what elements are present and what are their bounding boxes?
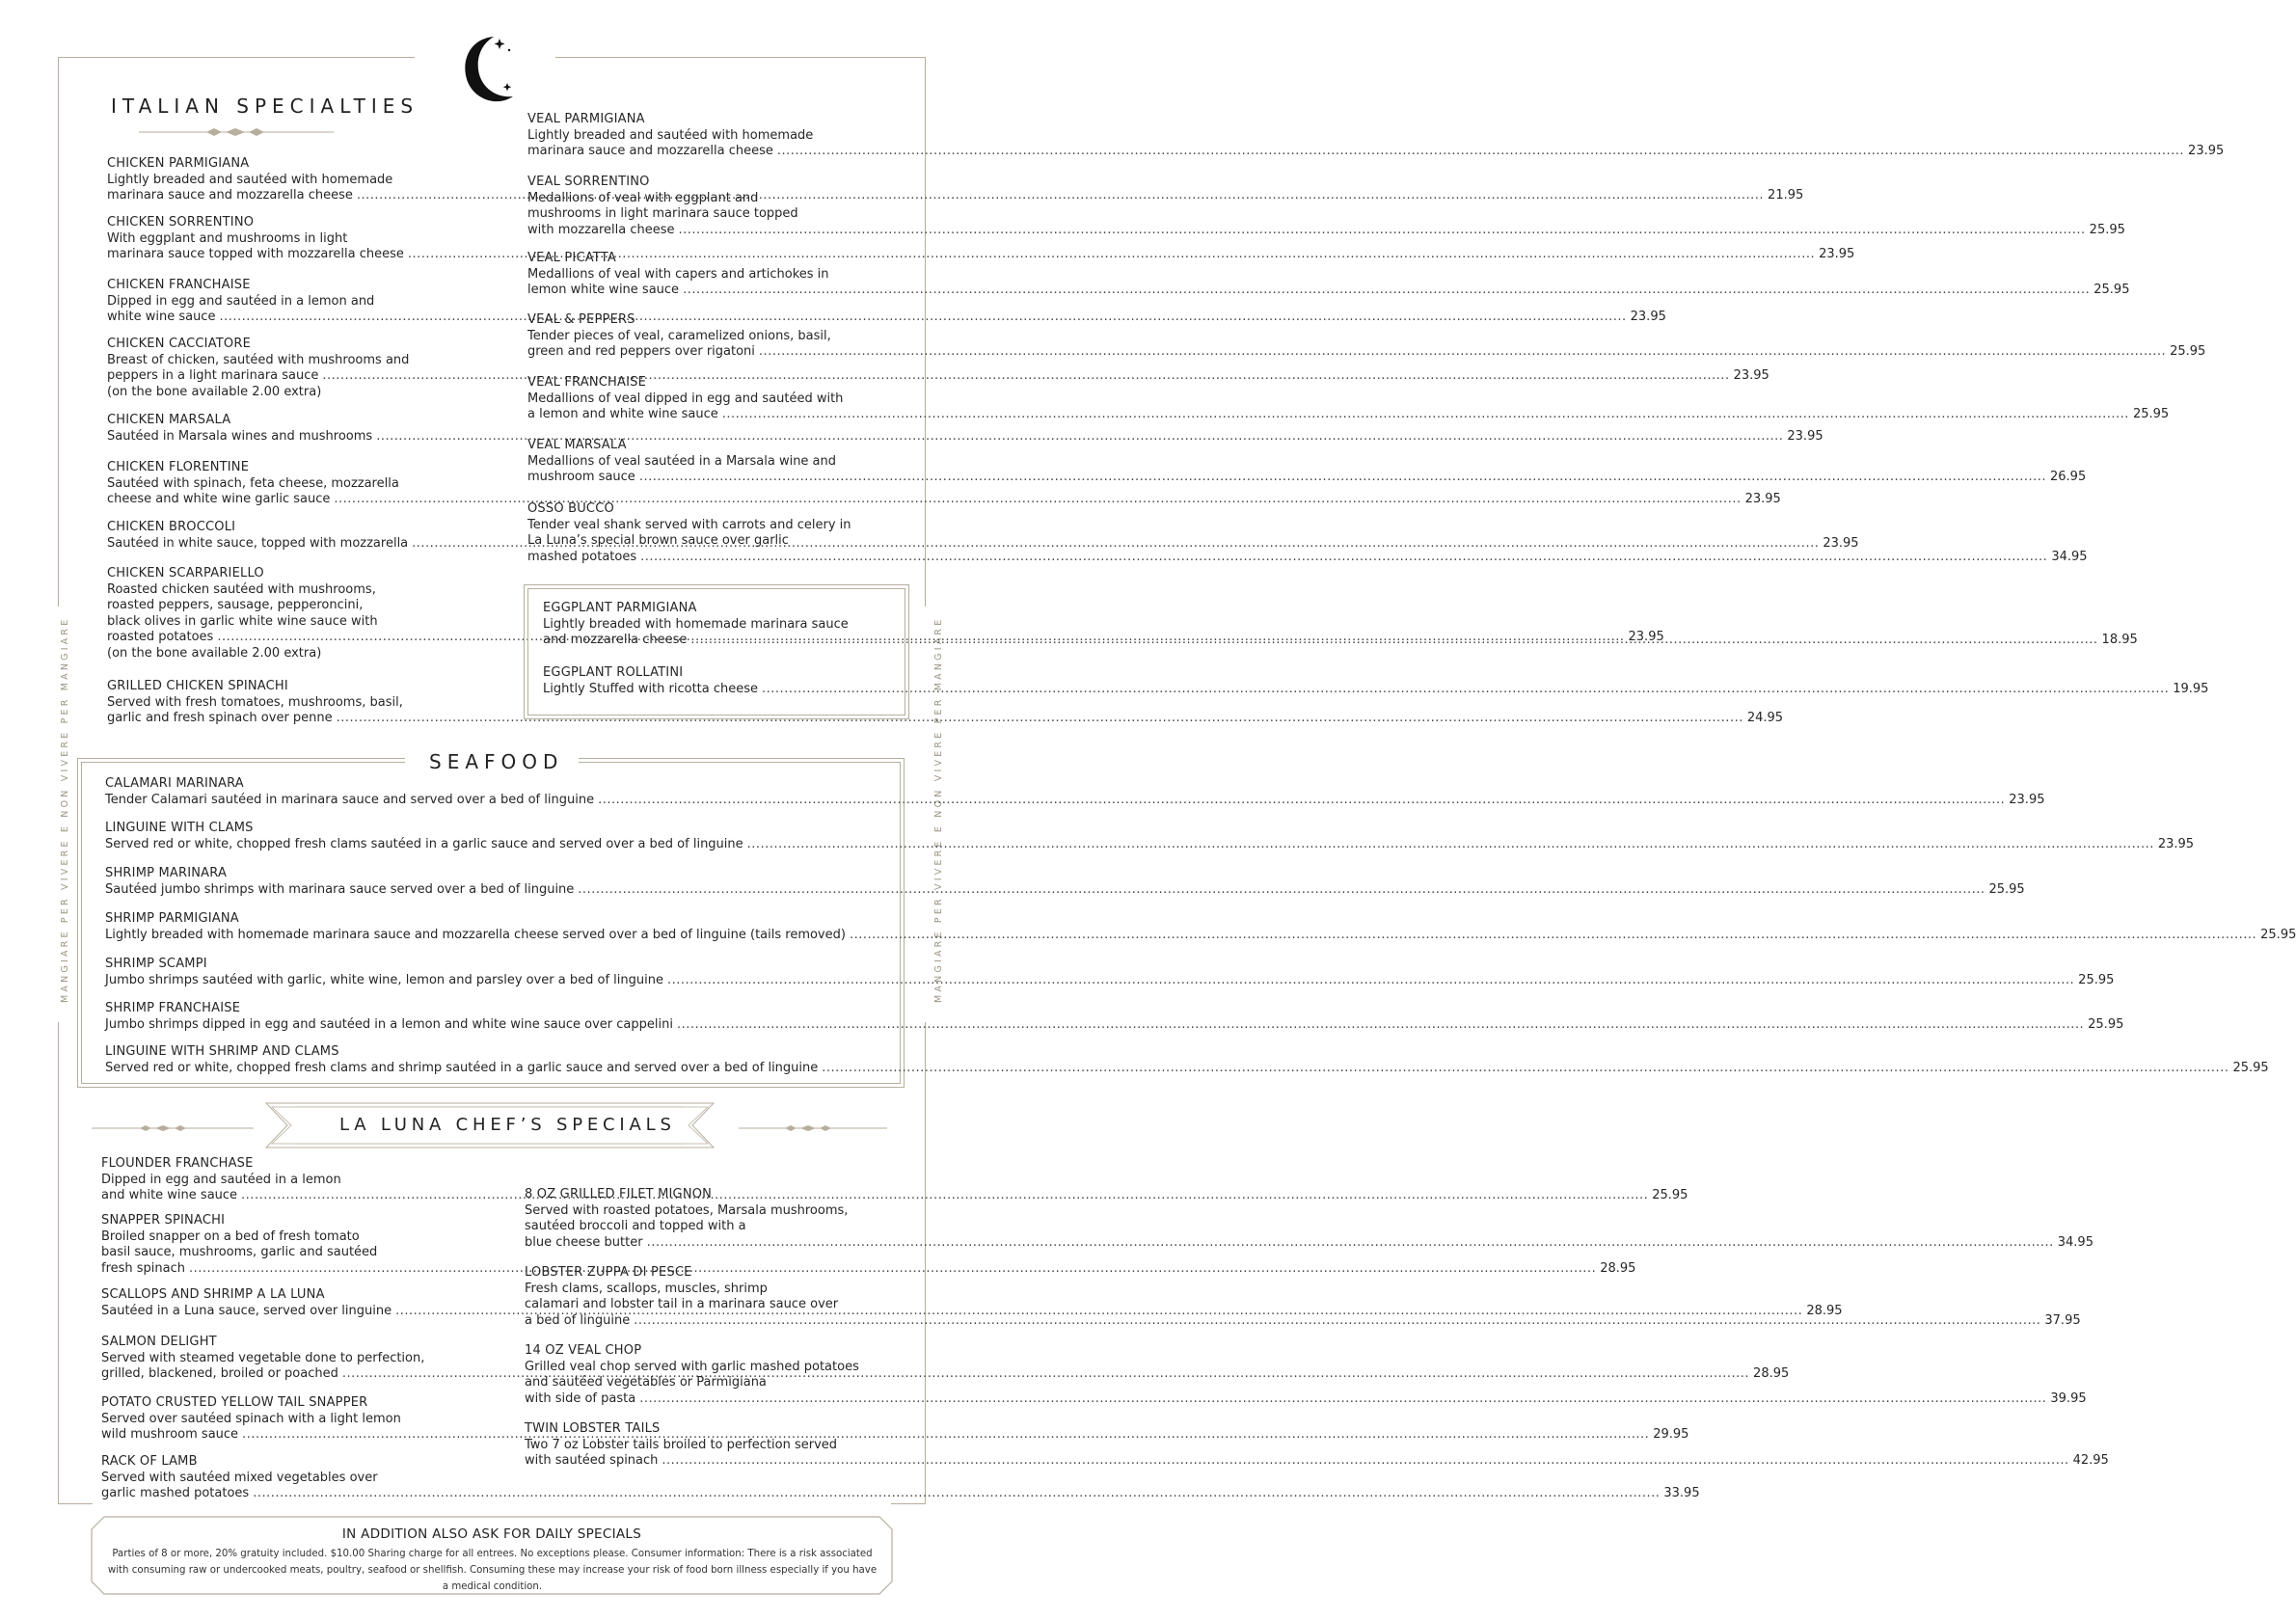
menu-item-description: sautéed broccoli and topped with a bbox=[525, 1219, 746, 1233]
menu-item-description: Sautéed jumbo shrimps with marinara sauce served over a bed of linguine ..... 25.95 bbox=[105, 882, 880, 899]
menu-item-name: FLOUNDER FRANCHASE bbox=[101, 1156, 254, 1171]
menu-item-price: 29.95 bbox=[1653, 1427, 1689, 1442]
dot-leader bbox=[690, 633, 2097, 649]
menu-item-description: Served with roasted potatoes, Marsala mushrooms, bbox=[525, 1202, 849, 1218]
menu-item-price: 39.95 bbox=[2050, 1390, 2087, 1406]
dot-leader bbox=[640, 550, 2047, 566]
menu-item-description: Served with fresh tomatoes, mushrooms, basil, bbox=[107, 694, 403, 710]
frame-top-left bbox=[58, 57, 415, 58]
menu-item-price: 23.95 bbox=[1787, 428, 1823, 444]
menu-item-description: roasted potatoes ..... 23.95 bbox=[107, 630, 456, 646]
menu-item-description: (on the bone available 2.00 extra) bbox=[107, 645, 322, 661]
dot-leader bbox=[634, 1313, 2040, 1330]
menu-item-price: 23.95 bbox=[1819, 247, 1855, 261]
frame-bottom-left bbox=[58, 1503, 93, 1504]
menu-item-name: TWIN LOBSTER TAILS bbox=[525, 1421, 661, 1436]
dot-leader bbox=[189, 1261, 1596, 1278]
side-motto-left: MANGIARE PER VIVERE E NON VIVERE PER MANGIARE bbox=[60, 616, 70, 1003]
menu-item-description: and white wine sauce ..... 25.95 bbox=[101, 1188, 453, 1204]
dot-leader bbox=[639, 1391, 2046, 1408]
menu-item-name: SHRIMP MARINARA bbox=[105, 866, 228, 880]
moon-logo bbox=[457, 31, 530, 108]
dot-leader bbox=[242, 1427, 1649, 1444]
dot-leader bbox=[850, 928, 2256, 944]
menu-item-description: calamari and lobster tail in a marinara sauce over bbox=[525, 1297, 839, 1311]
menu-item-description: La Luna’s special brown sauce over garlic bbox=[527, 533, 789, 548]
menu-item-description: Served with sautéed mixed vegetables over bbox=[101, 1470, 378, 1485]
menu-item-price: 25.95 bbox=[1988, 881, 2025, 897]
footer-title: IN ADDITION ALSO ASK FOR DAILY SPECIALS bbox=[341, 1526, 642, 1542]
menu-item bbox=[105, 1001, 2124, 1033]
menu-item-description: with mozzarella cheese ..... 25.95 bbox=[527, 223, 877, 239]
frame-left-lower bbox=[58, 1022, 59, 1504]
menu-item-name: CHICKEN FRANCHAISE bbox=[107, 278, 251, 292]
menu-item-name: SHRIMP SCAMPI bbox=[105, 957, 207, 971]
menu-item-name: CALAMARI MARINARA bbox=[105, 776, 244, 791]
menu-item-description: white wine sauce ..... 23.95 bbox=[107, 310, 456, 326]
menu-item-name: VEAL SORRENTINO bbox=[527, 175, 650, 189]
menu-item-description: Lightly breaded with homemade marinara sauce bbox=[543, 616, 849, 632]
menu-item-price: 28.95 bbox=[1806, 1303, 1843, 1318]
menu-item-price: 28.95 bbox=[1753, 1366, 1790, 1381]
menu-item-description: Tender pieces of veal, caramelized onions, basil, bbox=[527, 328, 831, 343]
menu-item-description: Tender Calamari sautéed in marinara sauce and served over a bed of linguine ..... 23.95 bbox=[105, 793, 880, 809]
menu-item-name: GRILLED CHICKEN SPINACHI bbox=[107, 679, 288, 693]
frame-right bbox=[925, 57, 926, 607]
menu-item-name: LINGUINE WITH CLAMS bbox=[105, 821, 254, 835]
menu-item-description: grilled, blackened, broiled or poached ..... 28.95 bbox=[101, 1366, 453, 1383]
menu-item-price: 25.95 bbox=[2170, 344, 2206, 359]
menu-item-description: blue cheese butter ..... 34.95 bbox=[525, 1235, 879, 1252]
seafood-title: SEAFOOD bbox=[429, 750, 564, 773]
menu-item bbox=[543, 665, 2209, 697]
menu-item-description: Roasted chicken sautéed with mushrooms, bbox=[107, 581, 376, 597]
menu-item-price: 23.95 bbox=[2157, 836, 2195, 851]
menu-item-description: Grilled veal chop served with garlic mashed potatoes bbox=[525, 1359, 859, 1374]
menu-item bbox=[105, 821, 2195, 852]
menu-item-description: mashed potatoes ..... 34.95 bbox=[527, 550, 877, 566]
menu-item-description: with side of pasta ..... 39.95 bbox=[525, 1391, 879, 1408]
menu-item-price: 25.95 bbox=[2093, 283, 2130, 297]
menu-item-description: (on the bone available 2.00 extra) bbox=[107, 384, 322, 399]
menu-item-description: Lightly breaded and sautéed with homemade bbox=[527, 127, 814, 143]
menu-item-price: 23.95 bbox=[2009, 792, 2045, 807]
menu-item-name: LOBSTER ZUPPA DI PESCE bbox=[525, 1265, 692, 1280]
menu-item-price: 25.95 bbox=[2260, 927, 2296, 942]
menu-item bbox=[527, 438, 2087, 486]
menu-item-description: roasted peppers, sausage, pepperoncini, bbox=[107, 598, 364, 612]
menu-item-description: garlic mashed potatoes ..... 33.95 bbox=[101, 1486, 453, 1502]
menu-item-name: 14 OZ VEAL CHOP bbox=[525, 1343, 642, 1358]
dot-leader bbox=[662, 1453, 2068, 1470]
menu-item-name: EGGPLANT ROLLATINI bbox=[543, 665, 684, 680]
menu-item-description: Medallions of veal with capers and artichokes in bbox=[527, 266, 829, 282]
menu-item bbox=[527, 112, 2225, 160]
menu-item-name: SHRIMP FRANCHAISE bbox=[105, 1001, 241, 1015]
menu-item-name: LINGUINE WITH SHRIMP AND CLAMS bbox=[105, 1044, 339, 1059]
dot-leader bbox=[777, 144, 2184, 160]
dot-leader bbox=[762, 682, 2169, 698]
menu-item-description: peppers in a light marinara sauce ..... 23.95 bbox=[107, 368, 456, 385]
menu-item-price: 23.95 bbox=[1628, 630, 1664, 644]
frame-top-right bbox=[555, 57, 926, 58]
menu-item-description: mushroom sauce ..... 26.95 bbox=[527, 470, 877, 486]
menu-item-name: SALMON DELIGHT bbox=[101, 1335, 217, 1349]
menu-item-price: 37.95 bbox=[2044, 1312, 2081, 1328]
menu-item bbox=[105, 866, 2025, 898]
dot-leader bbox=[639, 470, 2046, 486]
menu-item-name: VEAL MARSALA bbox=[527, 438, 627, 452]
menu-item-name: CHICKEN MARSALA bbox=[107, 413, 231, 427]
title-ornament-italian bbox=[139, 127, 334, 137]
menu-item-description: marinara sauce and mozzarella cheese ..... 21.95 bbox=[107, 188, 456, 204]
menu-item-price: 23.95 bbox=[1823, 535, 1859, 551]
footer-notice: Parties of 8 or more, 20% gratuity included. $10.00 Sharing charge for all entrees. No exceptions please. Consumer information: There is a risk associated with consuming raw or undercooked meats, poultry, seafood or shellfish. Consuming these may increase your risk of food born illness especially if you have a medical condition. bbox=[107, 1549, 878, 1592]
menu-item-name: CHICKEN SCARPARIELLO bbox=[107, 566, 264, 580]
menu-item-name: CHICKEN CACCIATORE bbox=[107, 337, 251, 351]
menu-item-price: 23.95 bbox=[1744, 492, 1781, 506]
menu-item-description: marinara sauce topped with mozzarella cheese ..... 23.95 bbox=[107, 247, 456, 263]
dot-leader bbox=[759, 344, 2166, 361]
frame-bottom-right bbox=[891, 1503, 926, 1504]
menu-item-description: Two 7 oz Lobster tails broiled to perfection served bbox=[525, 1437, 838, 1452]
menu-item-price: 18.95 bbox=[2101, 633, 2138, 647]
menu-item-name: POTATO CRUSTED YELLOW TAIL SNAPPER bbox=[101, 1395, 368, 1410]
menu-item bbox=[105, 1044, 2269, 1076]
menu-item-description: Dipped in egg and sautéed in a lemon and bbox=[107, 293, 375, 309]
menu-item-description: and mozzarella cheese ..... 18.95 bbox=[543, 633, 871, 649]
menu-item-price: 23.95 bbox=[1630, 310, 1666, 324]
menu-item-description: lemon white wine sauce ..... 25.95 bbox=[527, 283, 877, 299]
menu-item-description: Jumbo shrimps dipped in egg and sautéed in a lemon and white wine sauce over cappelini ..... 25.95 bbox=[105, 1017, 880, 1034]
menu-item-description: Served over sautéed spinach with a light lemon bbox=[101, 1411, 401, 1426]
menu-item-name: CHICKEN SORRENTINO bbox=[107, 215, 255, 230]
menu-item-description: Dipped in egg and sautéed in a lemon bbox=[101, 1172, 341, 1187]
menu-item-price: 25.95 bbox=[2132, 407, 2170, 421]
menu-item-description: black olives in garlic white wine sauce with bbox=[107, 613, 378, 629]
dot-leader bbox=[219, 310, 1626, 326]
italian-specialties-title: ITALIAN SPECIALTIES bbox=[111, 94, 419, 118]
side-motto-right: MANGIARE PER VIVERE E NON VIVERE PER MANGIARE bbox=[933, 616, 944, 1003]
menu-item-description: Lightly Stuffed with ricotta cheese ..... 19.95 bbox=[543, 682, 871, 698]
menu-item-description: Served red or white, chopped fresh clams and shrimp sautéed in a garlic sauce and served over a bed of linguine ..... 25.95 bbox=[105, 1061, 880, 1077]
dot-leader bbox=[747, 837, 2154, 853]
menu-item-name: VEAL PICATTA bbox=[527, 251, 616, 265]
menu-item-price: 19.95 bbox=[2173, 681, 2209, 696]
menu-item-price: 42.95 bbox=[2072, 1453, 2109, 1468]
dot-leader bbox=[598, 793, 2005, 809]
menu-item bbox=[105, 957, 2115, 988]
menu-item-price: 34.95 bbox=[2051, 549, 2088, 564]
menu-item-description: mushrooms in light marinara sauce topped bbox=[527, 206, 798, 221]
menu-item-description: a bed of linguine ..... 37.95 bbox=[525, 1313, 879, 1330]
menu-item-description: Sautéed in Marsala wines and mushrooms ..... 23.95 bbox=[107, 429, 456, 446]
menu-item-price: 24.95 bbox=[1746, 711, 1784, 725]
menu-item-price: 34.95 bbox=[2057, 1234, 2093, 1250]
dot-leader bbox=[678, 223, 2085, 239]
dot-leader bbox=[822, 1061, 2228, 1077]
menu-item-name: CHICKEN PARMIGIANA bbox=[107, 156, 250, 171]
menu-item-description: Served red or white, chopped fresh clams sautéed in a garlic sauce and served over a bed of linguine ..... 23.95 bbox=[105, 837, 880, 853]
menu-item-price: 25.95 bbox=[1652, 1188, 1688, 1202]
menu-item-description: With eggplant and mushrooms in light bbox=[107, 230, 348, 246]
menu-item-description: Broiled snapper on a bed of fresh tomato bbox=[101, 1228, 360, 1244]
menu-item-description: Lightly breaded with homemade marinara sauce and mozzarella cheese served over a bed of linguine (tails removed) ..... 25.95 bbox=[105, 928, 880, 944]
menu-item bbox=[105, 776, 2045, 808]
dot-leader bbox=[683, 283, 2090, 299]
menu-item-description: green and red peppers over rigatoni ..... 25.95 bbox=[527, 344, 877, 361]
menu-item-description: Served with steamed vegetable done to perfection, bbox=[101, 1350, 425, 1365]
dot-leader bbox=[677, 1017, 2084, 1034]
menu-item bbox=[105, 911, 2296, 943]
menu-item-description: Medallions of veal sautéed in a Marsala wine and bbox=[527, 453, 837, 469]
menu-item-description: cheese and white wine garlic sauce ..... 23.95 bbox=[107, 492, 456, 508]
menu-item-description: a lemon and white wine sauce ..... 25.95 bbox=[527, 407, 877, 423]
menu-item-name: CHICKEN BROCCOLI bbox=[107, 520, 236, 534]
menu-item-name: SNAPPER SPINACHI bbox=[101, 1213, 226, 1228]
menu-item-price: 26.95 bbox=[2050, 470, 2087, 484]
menu-item-price: 23.95 bbox=[1733, 368, 1769, 383]
menu-item-description: Sautéed with spinach, feta cheese, mozzarella bbox=[107, 475, 399, 491]
menu-item-name: VEAL & PEPPERS bbox=[527, 312, 635, 327]
menu-item-price: 25.95 bbox=[2232, 1060, 2269, 1075]
menu-item-description: and sautéed vegetables or Parmigiana bbox=[525, 1375, 767, 1390]
menu-item-description: garlic and fresh spinach over penne ..... 24.95 bbox=[107, 711, 456, 727]
dot-leader bbox=[722, 407, 2129, 423]
menu-item-description: Sautéed in a Luna sauce, served over linguine ..... 28.95 bbox=[101, 1304, 453, 1320]
menu-item-description: Sautéed in white sauce, topped with mozzarella ..... 23.95 bbox=[107, 536, 456, 553]
dot-leader bbox=[647, 1235, 2054, 1252]
menu-item-price: 21.95 bbox=[1768, 188, 1804, 202]
menu-item-name: SCALLOPS AND SHRIMP A LA LUNA bbox=[101, 1287, 325, 1302]
menu-item-description: Jumbo shrimps sautéed with garlic, white wine, lemon and parsley over a bed of linguine ..... 25.95 bbox=[105, 973, 880, 989]
dot-leader bbox=[667, 973, 2074, 989]
menu-item-name: OSSO BUCCO bbox=[527, 501, 614, 516]
menu-item-description: with sautéed spinach ..... 42.95 bbox=[525, 1453, 879, 1470]
menu-item-description: Medallions of veal with eggplant and bbox=[527, 190, 759, 205]
menu-item-price: 25.95 bbox=[2088, 1016, 2124, 1032]
menu-item-description: marinara sauce and mozzarella cheese ..... 23.95 bbox=[527, 144, 877, 160]
menu-item-price: 25.95 bbox=[2089, 222, 2125, 237]
menu-item-description: Medallions of veal dipped in egg and sautéed with bbox=[527, 391, 844, 406]
chefs-specials-title: LA LUNA CHEF’S SPECIALS bbox=[339, 1115, 676, 1135]
dot-leader bbox=[241, 1188, 1648, 1204]
dot-leader bbox=[253, 1486, 1660, 1502]
menu-item-name: CHICKEN FLORENTINE bbox=[107, 460, 250, 474]
menu-item-price: 25.95 bbox=[2078, 972, 2115, 987]
menu-item-name: RACK OF LAMB bbox=[101, 1454, 198, 1469]
menu-item-name: VEAL FRANCHAISE bbox=[527, 375, 647, 390]
menu-item-price: 23.95 bbox=[2188, 144, 2225, 158]
menu-item-name: SHRIMP PARMIGIANA bbox=[105, 911, 239, 926]
menu-item-description: basil sauce, mushrooms, garlic and sautéed bbox=[101, 1245, 378, 1259]
dot-leader bbox=[578, 882, 1985, 899]
menu-item-price: 28.95 bbox=[1600, 1260, 1636, 1276]
menu-item-name: 8 OZ GRILLED FILET MIGNON bbox=[525, 1187, 713, 1202]
menu-item-price: 33.95 bbox=[1663, 1486, 1700, 1500]
menu-item-description: Breast of chicken, sautéed with mushrooms and bbox=[107, 352, 410, 367]
menu-item-name: EGGPLANT PARMIGIANA bbox=[543, 601, 697, 615]
menu-item-description: Fresh clams, scallops, muscles, shrimp bbox=[525, 1281, 768, 1296]
menu-item-name: VEAL PARMIGIANA bbox=[527, 112, 645, 126]
ornament-left bbox=[92, 1123, 254, 1133]
menu-item-description: Lightly breaded and sautéed with homemade bbox=[107, 172, 393, 187]
menu-item-description: wild mushroom sauce ..... 29.95 bbox=[101, 1427, 453, 1444]
frame-left bbox=[58, 57, 59, 607]
menu-item-description: Tender veal shank served with carrots and celery in bbox=[527, 517, 851, 532]
ornament-right bbox=[739, 1123, 887, 1133]
menu-item-description: fresh spinach ..... 28.95 bbox=[101, 1261, 453, 1278]
